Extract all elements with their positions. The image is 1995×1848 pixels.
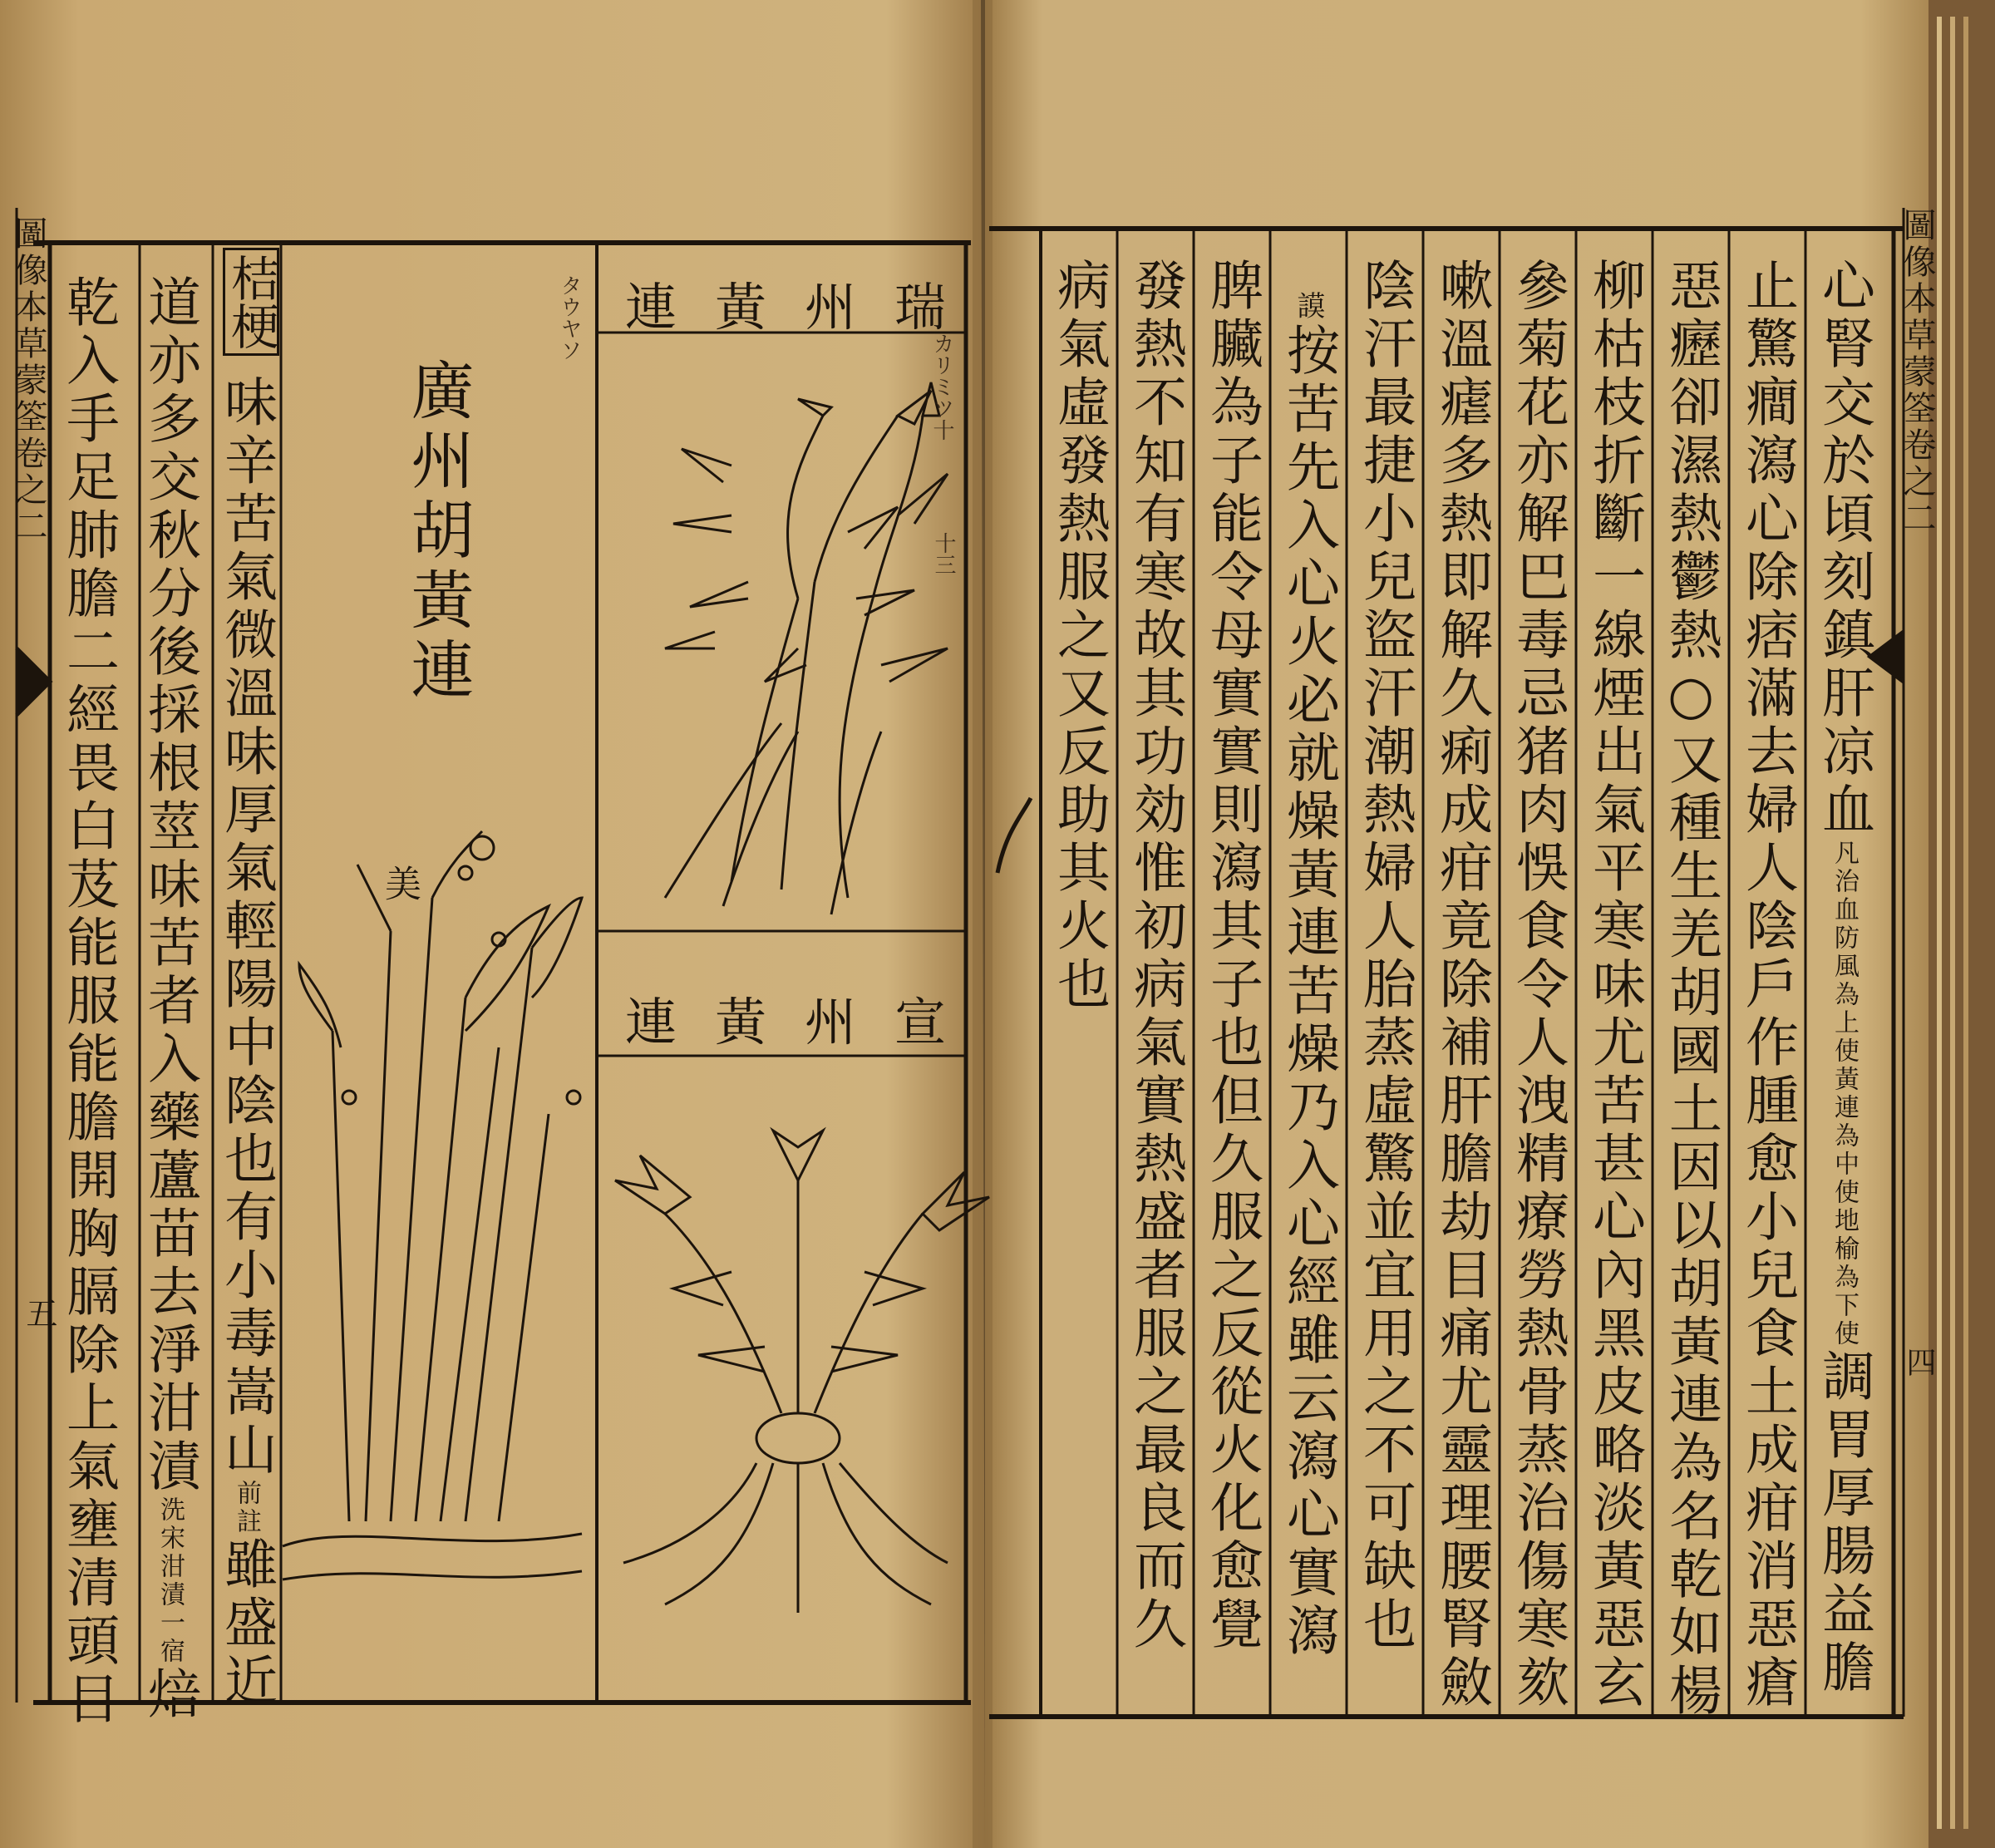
- left-column-1: 乾入手足肺膽二經畏白芨能服能膽開胸膈除上氣壅清頭目: [57, 274, 119, 1729]
- left-column-3: [215, 374, 277, 1711]
- right-column: [1201, 258, 1263, 1654]
- left-spine-text: 圖像本草蒙筌卷之二: [9, 216, 47, 545]
- left-column-3-text: 味辛苦氣微溫味厚氣輕陽中陰也有小毒嵩山: [215, 374, 277, 1480]
- right-column: [1507, 258, 1569, 1712]
- left-column-2: [139, 274, 200, 1724]
- right-column: [1431, 258, 1492, 1712]
- right-column-text: 柳枯枝折斷一線煙出氣平寒味尤苦甚心內黑皮略淡黃惡玄: [1584, 258, 1645, 1712]
- right-column-text: 病氣虛發熱服之又反助其火也: [1048, 258, 1110, 1014]
- box-title-xuanzhou: 宣州黃連: [625, 992, 985, 1052]
- illustration-title-guangzhou: 廣州胡黃連: [401, 357, 475, 707]
- left-column-2-note: 洗宋泔漬一宿: [155, 1496, 185, 1666]
- right-column-text: 止驚癎瀉心除痞滿去婦人陰戶作腫愈小兒食土成疳消惡瘡: [1736, 258, 1798, 1712]
- right-column-text: 惡癧卻濕熱鬱熱○又種生羌胡國土因以胡黃連為名乾如楊: [1660, 258, 1722, 1721]
- right-column-text: 脾臟為子能令母實實則瀉其子也但久服之反從火化愈覺: [1201, 258, 1263, 1654]
- left-column-3-note: 前註: [232, 1480, 261, 1536]
- margin-note-b: カリミツ十: [929, 333, 954, 441]
- right-column-head: 謨: [1292, 291, 1325, 323]
- margin-note-c: 十三: [931, 532, 956, 575]
- left-column-3-end: 雖盛近: [215, 1536, 277, 1711]
- right-column: [1354, 258, 1416, 1654]
- right-column: [1048, 258, 1110, 1014]
- left-heading-tag: 桔梗: [223, 248, 279, 356]
- right-column-text: 陰汗最捷小兒盜汗潮熱婦人胎蒸虛驚並宜用之不可缺也: [1354, 258, 1416, 1654]
- right-column-text: 發熱不知有寒故其功効惟初病氣實熱盛者服之最良而久: [1125, 258, 1186, 1654]
- right-spine-text: 圖像本草蒙筌卷之二: [1898, 208, 1936, 537]
- left-page-number: 五: [21, 1297, 57, 1328]
- right-column: [1736, 258, 1798, 1712]
- right-column-text: 按苦先入心火必就燥黃連苦燥乃入心經雖云瀉心實瀉: [1278, 323, 1339, 1661]
- right-column: [1278, 291, 1339, 1661]
- right-column: [1584, 258, 1645, 1712]
- left-column-2-end: 焙: [139, 1666, 200, 1724]
- right-column: [1125, 258, 1186, 1654]
- right-page-number: 四: [1902, 1347, 1936, 1377]
- margin-note-a: タウヤソ: [557, 274, 582, 361]
- right-column-text: 參菊花亦解巴毒忌猪肉悞食令人洩精療勞熱骨蒸治傷寒欬: [1507, 258, 1569, 1712]
- right-column-text: 心腎交於頃刻鎮肝凉血: [1813, 258, 1874, 840]
- right-column-note: 凡治血防風為上使黃連為中使地榆為下使: [1830, 840, 1859, 1348]
- right-column-text: 嗽溫瘧多熱即解久痢成疳竟除補肝膽劫目痛尤靈理腰腎斂: [1431, 258, 1492, 1712]
- right-column: [1660, 258, 1722, 1721]
- illustration-mark: 美: [378, 865, 421, 901]
- right-column: [1813, 258, 1874, 1698]
- box-title-ruizhou: 瑞州黃連: [625, 277, 985, 338]
- right-column-tail: 調胃厚腸益膽: [1813, 1348, 1874, 1698]
- left-column-2-text: 道亦多交秋分後採根莖味苦者入藥蘆苗去淨泔漬: [139, 274, 200, 1496]
